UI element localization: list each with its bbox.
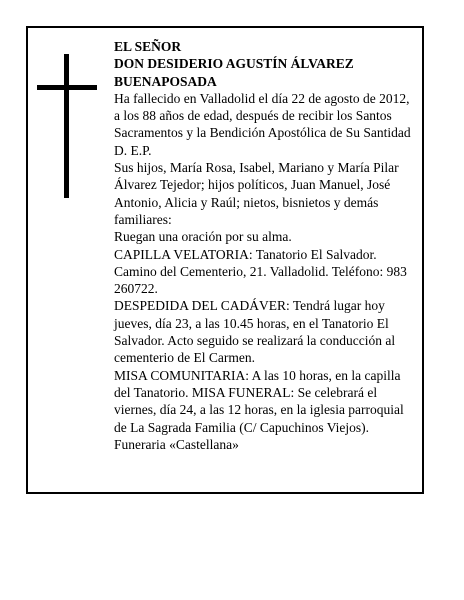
family-list: Sus hijos, María Rosa, Isabel, Mariano y María Pilar Álvarez Tejedor; hijos políticos, Juan Manuel, José Antonio, Alicia y Raúl; nietos, bisnietos y demás familiares: <box>114 160 399 227</box>
obituary-title: EL SEÑOR <box>114 39 182 54</box>
cross-horizontal-bar <box>37 85 97 90</box>
prayer-request: Ruegan una oración por su alma. <box>114 229 292 245</box>
cross-icon <box>37 54 97 198</box>
funeral-home: Funeraria «Castellana» <box>114 436 239 452</box>
cross-vertical-bar <box>64 54 69 198</box>
mass-info: MISA COMUNITARIA: A las 10 horas, en la capilla del Tanatorio. MISA FUNERAL: Se celebrará el viernes, día 24, a las 12 horas, en la iglesia parroquial de La Sagrada Familia (C/ Capuchinos Viejos). <box>114 367 404 435</box>
deceased-name: DON DESIDERIO AGUSTÍN ÁLVAREZ BUENAPOSADA <box>114 56 354 89</box>
obituary-text <box>114 38 416 453</box>
wake-chapel-info: CAPILLA VELATORIA: Tanatorio El Salvador. Camino del Cementerio, 21. Valladolid. Teléfono: 983 260722. <box>114 246 407 297</box>
death-announcement: Ha fallecido en Valladolid el día 22 de agosto de 2012, a los 88 años de edad, después de recibir los Santos Sacramentos y la Bendición Apostólica de Su Santidad D. E.P. <box>114 90 411 158</box>
farewell-info: DESPEDIDA DEL CADÁVER: Tendrá lugar hoy jueves, día 23, a las 10.45 horas, en el Tanatorio El Salvador. Acto seguido se realizará la conducción al cementerio de El Carmen. <box>114 298 396 366</box>
